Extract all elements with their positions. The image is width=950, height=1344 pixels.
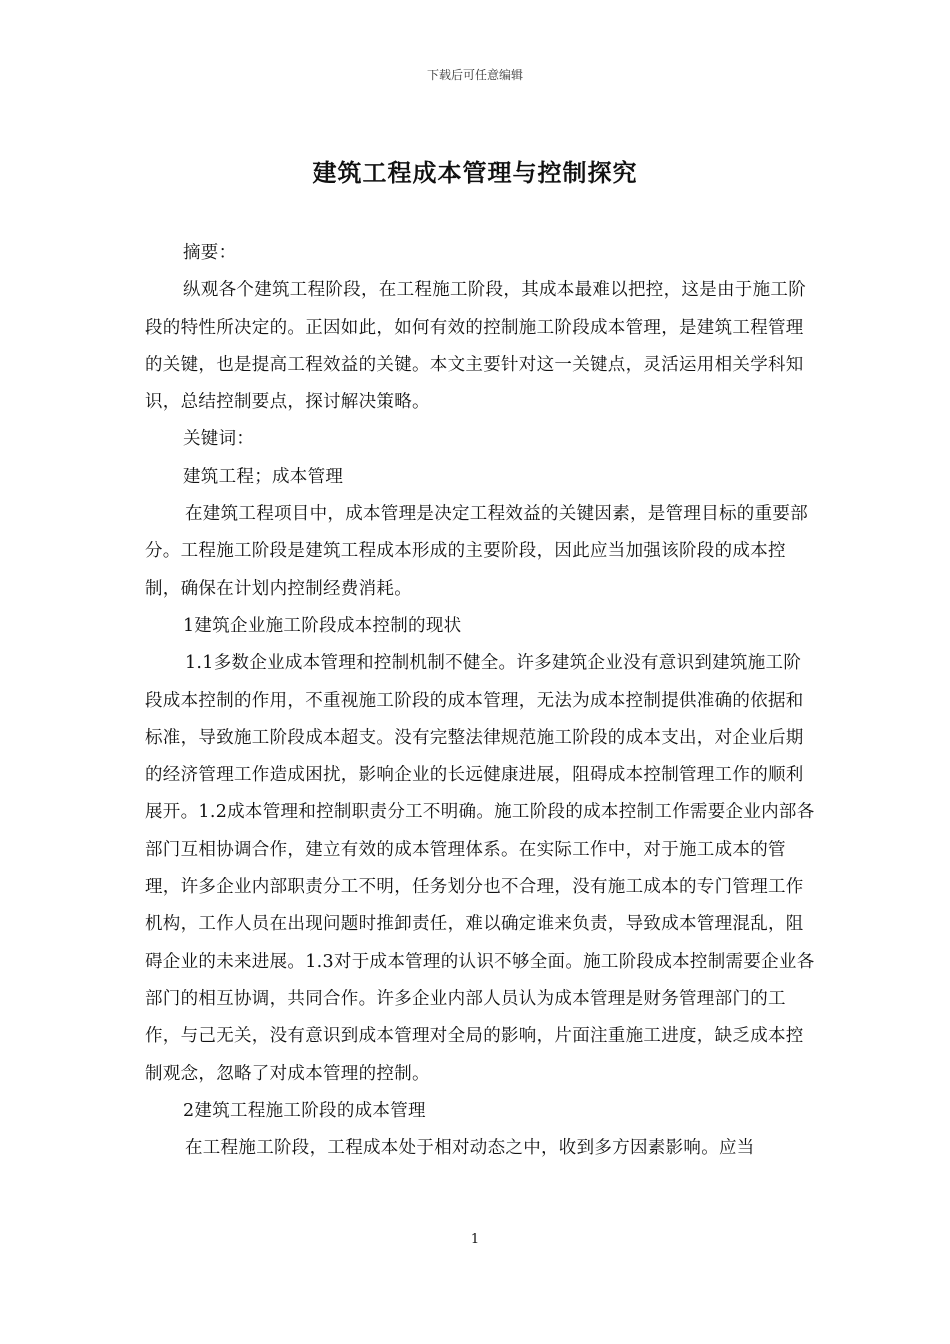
section-2-paragraph: 在工程施工阶段，工程成本处于相对动态之中，收到多方因素影响。应当 [185,1138,755,1159]
abstract-label: 摘要： [183,243,237,263]
document-body [145,235,815,1167]
page-number: 1 [470,1232,480,1247]
section-1-paragraph: 1.1多数企业成本管理和控制机制不健全。许多建筑企业没有意识到建筑施工阶段成本控制的作用，不重视施工阶段的成本管理，无法为成本控制提供准确的依据和标准，导致施工阶段成本超支。没有完整法律规范施工阶段的成本支出，对企业后期的经济管理工作造成困扰，影响企业的长远健康进展，阻碍成本控制管理工作的顺利展开。1.2成本管理和控制职责分工不明确。施工阶段的成本控制工作需要企业内部各部门互相协调合作，建立有效的成本管理体系。在实际工作中，对于施工成本的管理，许多企业内部职责分工不明，任务划分也不合理，没有施工成本的专门管理工作机构，工作人员在出现问题时推卸责任，难以确定谁来负责，导致成本管理混乱，阻碍企业的未来进展。1.3对于成本管理的认识不够全面。施工阶段成本控制需要企业各部门的相互协调，共同合作。许多企业内部人员认为成本管理是财务管理部门的工作，与己无关，没有意识到成本管理对全局的影响，片面注重施工进度，缺乏成本控制观念，忽略了对成本管理的控制。 [145,653,815,1084]
section-1-heading: 1建筑企业施工阶段成本控制的现状 [183,615,462,636]
page-header: 下载后可任意编辑 [426,68,523,82]
abstract-paragraph: 纵观各个建筑工程阶段，在工程施工阶段，其成本最难以把控，这是由于施工阶段的特性所决定的。正因如此，如何有效的控制施工阶段成本管理，是建筑工程管理的关键，也是提高工程效益的关键。本文主要针对这一关键点，灵活运用相关学科知识，总结控制要点，探讨解决策略。 [145,280,806,413]
section-2-heading: 2建筑工程施工阶段的成本管理 [183,1100,426,1121]
intro-paragraph: 在建筑工程项目中，成本管理是决定工程效益的关键因素，是管理目标的重要部分。工程施工阶段是建筑工程成本形成的主要阶段，因此应当加强该阶段的成本控制，确保在计划内控制经费消耗。 [145,504,808,599]
keywords-label: 关键词： [183,429,255,450]
keywords-paragraph: 建筑工程；成本管理 [183,466,344,487]
document-title: 建筑工程成本管理与控制探究 [312,158,638,187]
